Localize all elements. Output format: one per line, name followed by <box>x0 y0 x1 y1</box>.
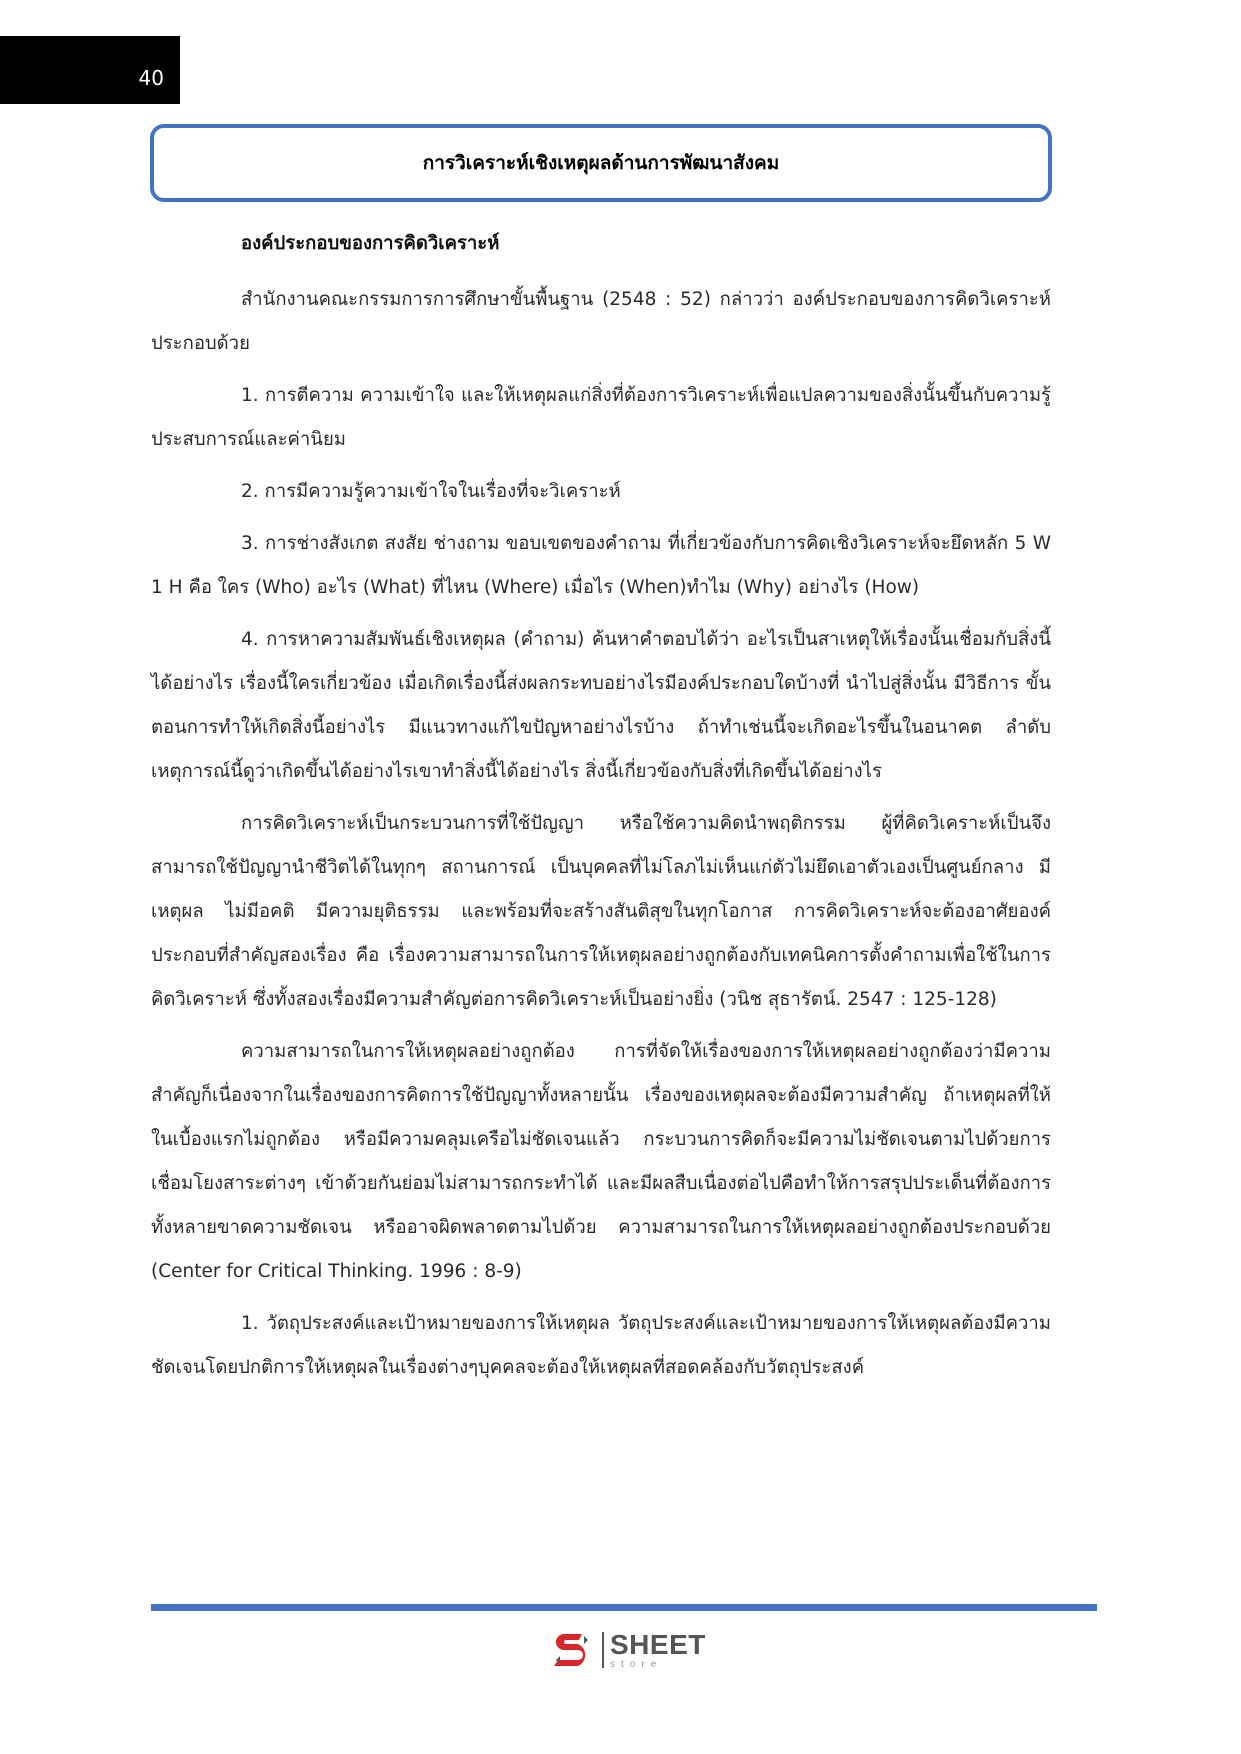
footer-logo <box>548 1622 718 1678</box>
paragraph-item-2: 2. การมีความรู้ความเข้าใจในเรื่องที่จะวิเคราะห์ <box>241 481 621 502</box>
paragraph-item-1: 1. การตีความ ความเข้าใจ และให้เหตุผลแก่สิ่งที่ต้องการวิเคราะห์เพื่อแปลความของสิ่งนั้นขึ้นกับความรู้ประสบการณ์และค่านิยม <box>151 385 1051 450</box>
document-body <box>151 222 1051 1398</box>
footer-divider <box>151 1604 1097 1611</box>
logo-words <box>610 1628 706 1670</box>
paragraph-item-3: 3. การช่างสังเกต สงสัย ช่างถาม ขอบเขตของคำถาม ที่เกี่ยวข้องกับการคิดเชิงวิเคราะห์จะยึดหลัก 5 W 1 H คือ ใคร (Who) อะไร (What) ที่ไหน (Where) เมื่อไร (When)ทำไม (Why) อย่างไร (How) <box>151 533 1051 598</box>
page-number: 40 <box>138 66 164 90</box>
section-heading: องค์ประกอบของการคิดวิเคราะห์ <box>241 233 500 254</box>
page-title: การวิเคราะห์เชิงเหตุผลด้านการพัฒนาสังคม <box>422 152 780 174</box>
logo-brand: SHEET <box>610 1628 706 1660</box>
logo-divider <box>602 1632 604 1668</box>
paragraph-item-4: 4. การหาความสัมพันธ์เชิงเหตุผล (คำถาม) ค้นหาคำตอบได้ว่า อะไรเป็นสาเหตุให้เรื่องนั้นเชื่อมกับสิ่งนี้ได้อย่างไร เรื่องนี้ใครเกี่ยวข้อง เมื่อเกิดเรื่องนี้ส่งผลกระทบอย่างไรมีองค์ประกอบใดบ้างที่ นำไปสู่สิ่งนั้น มีวิธีการ ขั้นตอนการทำให้เกิดสิ่งนี้อย่างไร มีแนวทางแก้ไขปัญหาอย่างไรบ้าง ถ้าทำเช่นนี้จะเกิดอะไรขึ้นในอนาคต ลำดับเหตุการณ์นี้ดูว่าเกิดขึ้นได้อย่างไรเขาทำสิ่งนี้ได้อย่างไร สิ่งนี้เกี่ยวข้องกับสิ่งที่เกิดขึ้นได้อย่างไร <box>151 629 1051 782</box>
paragraph-intro: สำนักงานคณะกรรมการการศึกษาขั้นพื้นฐาน (2548 : 52) กล่าวว่า องค์ประกอบของการคิดวิเคราะห์ประกอบด้วย <box>151 289 1051 354</box>
paragraph-objective: 1. วัตถุประสงค์และเป้าหมายของการให้เหตุผล วัตถุประสงค์และเป้าหมายของการให้เหตุผลต้องมีความชัดเจนโดยปกติการให้เหตุผลในเรื่องต่างๆบุคคลจะต้องให้เหตุผลที่สอดคล้องกับวัตถุประสงค์ <box>151 1313 1051 1378</box>
page-number-tab <box>0 36 180 104</box>
paragraph-reasoning: ความสามารถในการให้เหตุผลอย่างถูกต้อง การที่จัดให้เรื่องของการให้เหตุผลอย่างถูกต้องว่ามีความสำคัญก็เนื่องจากในเรื่องของการคิดการใช้ปัญญาทั้งหลายนั้น เรื่องของเหตุผลจะต้องมีความสำคัญ ถ้าเหตุผลที่ให้ในเบื้องแรกไม่ถูกต้อง หรือมีความคลุมเครือไม่ชัดเจนแล้ว กระบวนการคิดก็จะมีความไม่ชัดเจนตามไปด้วยการเชื่อมโยงสาระต่างๆ เข้าด้วยกันย่อมไม่สามารถกระทำได้ และมีผลสืบเนื่องต่อไปคือทำให้การสรุปประเด็นที่ต้องการทั้งหลายขาดความชัดเจน หรืออาจผิดพลาดตามไปด้วย ความสามารถในการให้เหตุผลอย่างถูกต้องประกอบด้วย (Center for Critical Thinking. 1996 : 8-9) <box>151 1041 1051 1282</box>
title-box <box>150 124 1052 202</box>
logo-sub: store <box>610 1658 663 1670</box>
sheet-store-s-logo-icon <box>548 1626 596 1674</box>
paragraph-analysis: การคิดวิเคราะห์เป็นกระบวนการที่ใช้ปัญญา หรือใช้ความคิดนำพฤติกรรม ผู้ที่คิดวิเคราะห์เป็นจึงสามารถใช้ปัญญานำชีวิตได้ในทุกๆ สถานการณ์ เป็นบุคคลที่ไม่โลภไม่เห็นแก่ตัวไม่ยึดเอาตัวเองเป็นศูนย์กลาง มีเหตุผล ไม่มีอคติ มีความยุติธรรม และพร้อมที่จะสร้างสันติสุขในทุกโอกาส การคิดวิเคราะห์จะต้องอาศัยองค์ประกอบที่สำคัญสองเรื่อง คือ เรื่องความสามารถในการให้เหตุผลอย่างถูกต้องกับเทคนิคการตั้งคำถามเพื่อใช้ในการคิดวิเคราะห์ ซึ่งทั้งสองเรื่องมีความสำคัญต่อการคิดวิเคราะห์เป็นอย่างยิ่ง (วนิช สุธารัตน์. 2547 : 125-128) <box>151 813 1051 1010</box>
